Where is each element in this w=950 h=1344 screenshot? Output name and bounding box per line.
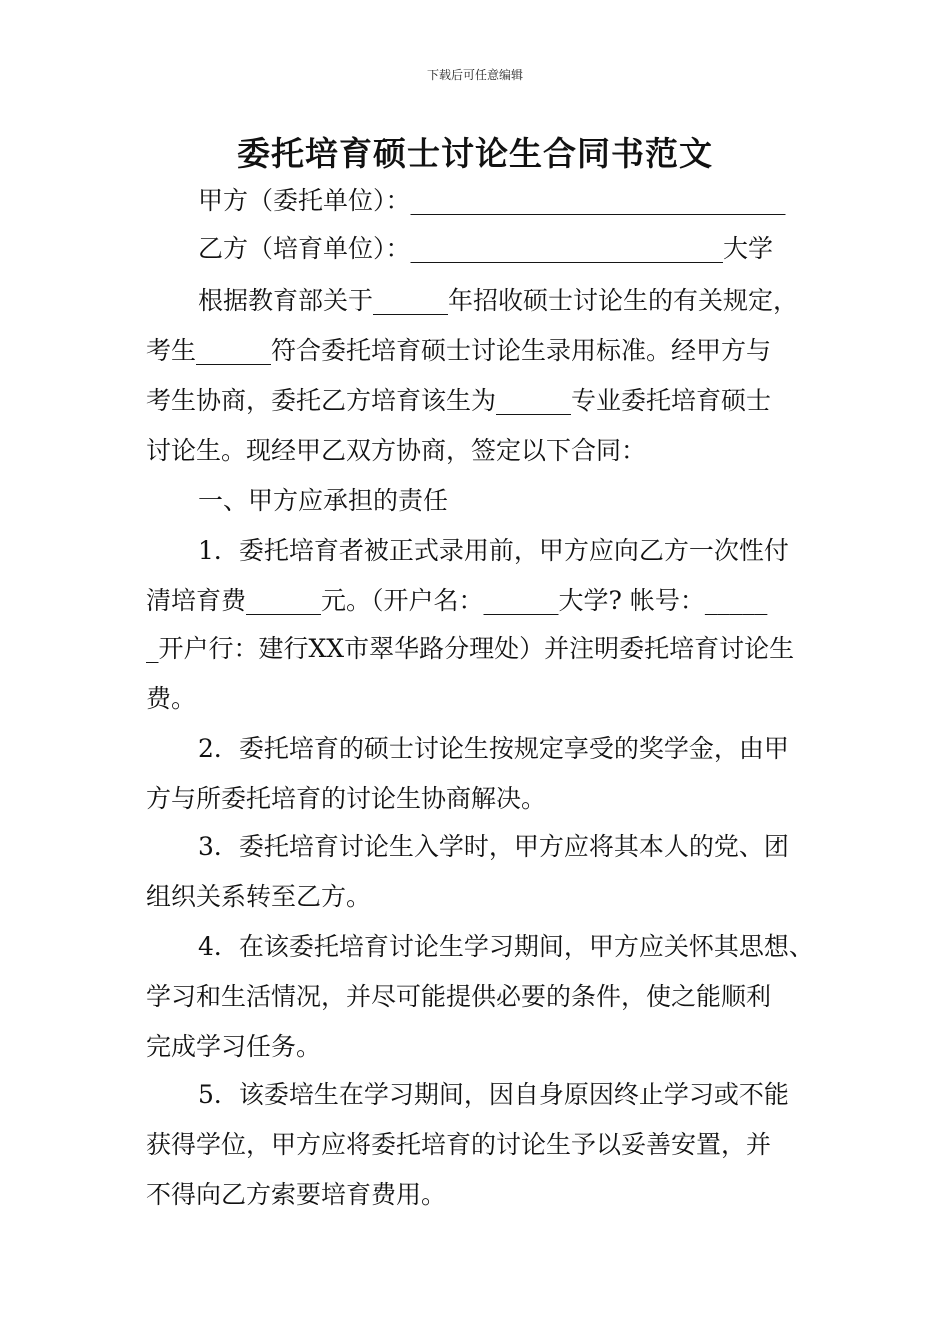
party-a-line: 甲方（委托单位）：______________________________	[198, 186, 786, 215]
paragraph-line: _开户行：建行XX市翠华路分理处）并注明委托培育讨论生	[146, 634, 795, 663]
paragraph-line: 不得向乙方索要培育费用。	[146, 1180, 447, 1209]
paragraph-line: 考生协商，委托乙方培育该生为______专业委托培育硕士	[146, 386, 772, 415]
paragraph-line: 讨论生。现经甲乙双方协商，签定以下合同：	[146, 436, 647, 465]
paragraph-line: 考生______符合委托培育硕士讨论生录用标准。经甲方与	[146, 336, 772, 365]
paragraph-line: 费。	[146, 684, 197, 713]
paragraph-line: 5．该委培生在学习期间，因自身原因终止学习或不能	[198, 1080, 789, 1109]
paragraph-line: 根据教育部关于______年招收硕士讨论生的有关规定，	[198, 286, 799, 315]
paragraph-line: 方与所委托培育的讨论生协商解决。	[146, 784, 547, 813]
paragraph-line: 3．委托培育讨论生入学时，甲方应将其本人的党、团	[198, 832, 789, 861]
paragraph-line: 完成学习任务。	[146, 1032, 322, 1061]
header-note: 下载后可任意编辑	[426, 68, 523, 82]
paragraph-line: 组织关系转至乙方。	[146, 882, 372, 911]
paragraph-line: 学习和生活情况，并尽可能提供必要的条件，使之能顺利	[146, 982, 772, 1011]
paragraph-line: 4．在该委托培育讨论生学习期间，甲方应关怀其思想、	[198, 932, 814, 961]
paragraph-line: 1．委托培育者被正式录用前，甲方应向乙方一次性付	[198, 536, 789, 565]
paragraph-line: 获得学位，甲方应将委托培育的讨论生予以妥善安置，并	[146, 1130, 772, 1159]
paragraph-line: 清培育费______元。（开户名：______大学? 帐号：_____	[146, 586, 768, 615]
paragraph-line: 2．委托培育的硕士讨论生按规定享受的奖学金，由甲	[198, 734, 789, 763]
document-title: 委托培育硕士讨论生合同书范文	[237, 134, 713, 173]
section-heading: 一、甲方应承担的责任	[198, 486, 449, 515]
party-b-line: 乙方（培育单位）：_________________________大学	[198, 234, 774, 263]
